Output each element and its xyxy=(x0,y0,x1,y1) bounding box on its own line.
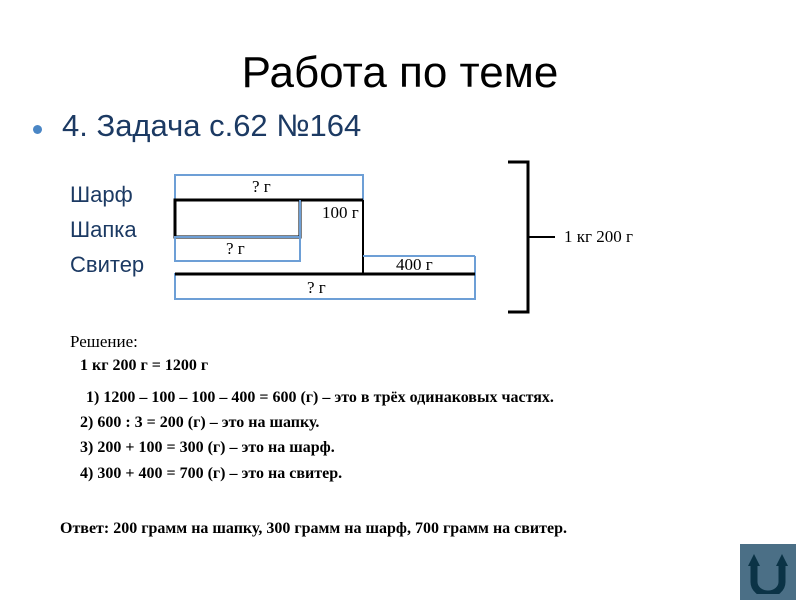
label-sweater: Свитер xyxy=(70,252,145,277)
step-3: 3) 200 + 100 = 300 (г) – это на шарф. xyxy=(80,439,335,456)
sweater-question: ? г xyxy=(307,278,326,297)
step-2: 2) 600 : 3 = 200 (г) – это на шапку. xyxy=(80,414,320,431)
task-bullet: 4. Задача с.62 №164 xyxy=(62,108,362,143)
scarf-question: ? г xyxy=(252,177,271,196)
conversion-line: 1 кг 200 г = 1200 г xyxy=(80,357,209,374)
total-label: 1 кг 200 г xyxy=(564,227,633,246)
total-bracket xyxy=(508,162,528,312)
hat-question: ? г xyxy=(226,239,245,258)
solution-heading: Решение: xyxy=(70,332,138,351)
answer-text: Ответ: 200 грамм на шапку, 300 грамм на шарф, 700 грамм на свитер. xyxy=(60,520,567,537)
extra-100: 100 г xyxy=(322,203,359,222)
slide-title: Работа по теме xyxy=(241,48,559,97)
return-arrow-icon xyxy=(748,550,788,594)
return-button[interactable] xyxy=(740,544,796,600)
label-scarf: Шарф xyxy=(70,182,133,207)
hat-box xyxy=(175,200,300,237)
step-1: 1) 1200 – 100 – 100 – 400 = 600 (г) – это в трёх одинаковых частях. xyxy=(86,389,554,406)
step-4: 4) 300 + 400 = 700 (г) – это на свитер. xyxy=(80,465,343,482)
extra-400: 400 г xyxy=(396,255,433,274)
label-hat: Шапка xyxy=(70,217,137,242)
